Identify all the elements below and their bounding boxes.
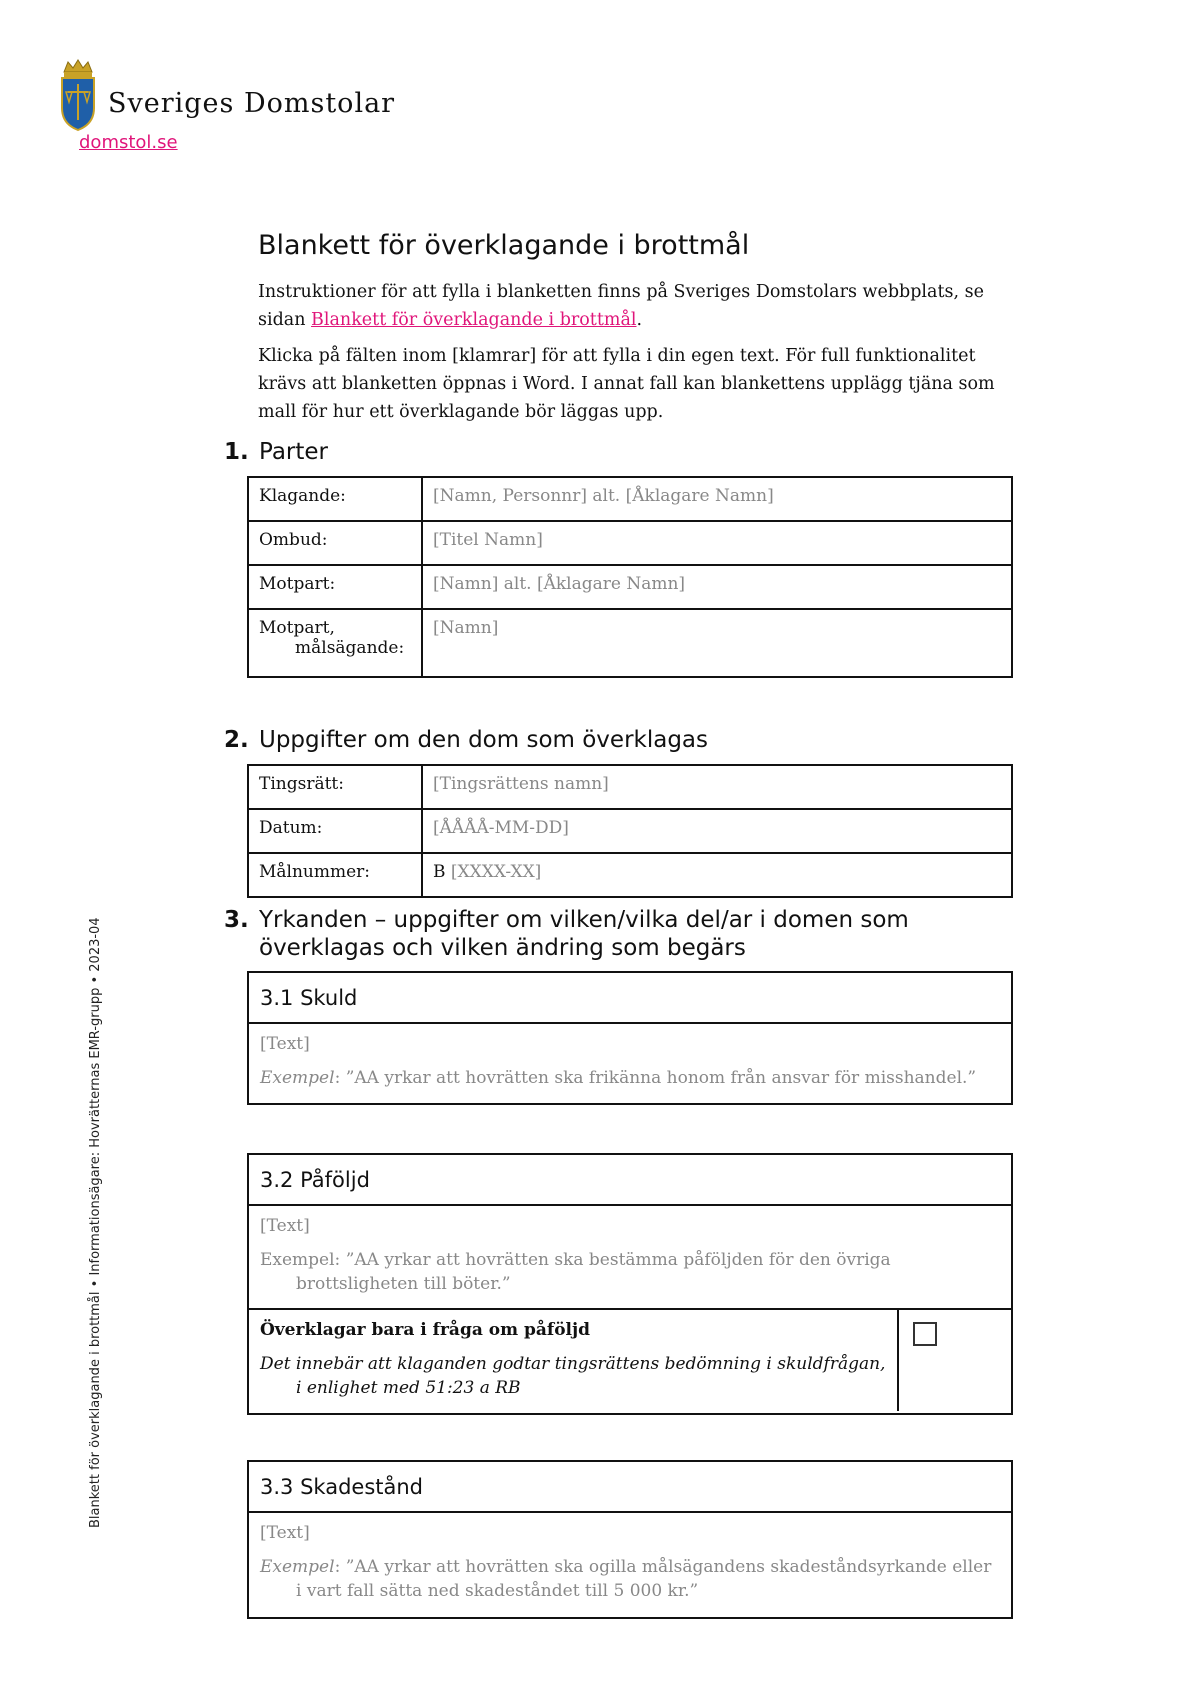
table-row — [248, 853, 1012, 897]
label-line-2: målsägande: — [295, 638, 405, 658]
option-title: Överklagar bara i fråga om påföljd — [260, 1320, 591, 1340]
skadestand-body — [249, 1513, 1011, 1611]
malnummer-cell — [422, 853, 1012, 897]
field-label: Datum: — [248, 809, 422, 853]
pafoljd-box — [247, 1153, 1013, 1415]
skuld-text-field[interactable]: [Text] — [260, 1034, 310, 1054]
checkbox-cell — [899, 1310, 1011, 1411]
skuld-heading: 3.1 Skuld — [249, 973, 1011, 1024]
case-prefix: B — [433, 862, 451, 882]
field-label: Tingsrätt: — [248, 765, 422, 809]
skadestand-heading: 3.3 Skadestånd — [249, 1462, 1011, 1513]
pafoljd-option — [249, 1310, 899, 1411]
skadestand-text-field[interactable]: [Text] — [260, 1523, 310, 1543]
page-title: Blankett för överklagande i brottmål — [258, 230, 750, 261]
option-description: Det innebär att klaganden godtar tingsrättens bedömning i skuldfrågan, i enlighet med 51:23 a RB — [260, 1354, 886, 1398]
table-row — [248, 609, 1012, 677]
judgment-table — [247, 764, 1013, 898]
field-label — [248, 609, 422, 677]
table-row — [248, 809, 1012, 853]
field-label: Klagande: — [248, 477, 422, 521]
intro-text-end: . — [636, 310, 643, 330]
table-row — [248, 521, 1012, 565]
table-row — [248, 765, 1012, 809]
pafoljd-option-row — [249, 1308, 1011, 1411]
skuld-box — [247, 971, 1013, 1105]
intro-text: Instruktioner för att fylla i blanketten finns på Sveriges Domstolars webbplats, se sidan — [258, 282, 984, 330]
section-title — [259, 906, 909, 962]
skuld-example — [260, 1066, 1000, 1090]
logo — [58, 58, 438, 138]
pafoljd-text-field[interactable]: [Text] — [260, 1216, 310, 1236]
section-title-line-2: överklagas och vilken ändring som begärs — [259, 935, 746, 961]
example-text: : ”AA yrkar att hovrätten ska frikänna honom från ansvar för misshandel.” — [334, 1068, 977, 1088]
pafoljd-heading: 3.2 Påföljd — [249, 1155, 1011, 1206]
pafoljd-body — [249, 1206, 1011, 1308]
label-line-1: Motpart, — [259, 618, 335, 638]
example-label: Exempel — [260, 1068, 335, 1088]
only-sanction-checkbox[interactable] — [913, 1322, 937, 1346]
example-label: Exempel — [260, 1557, 335, 1577]
site-link[interactable]: domstol.se — [79, 132, 178, 153]
section-title: Parter — [259, 439, 329, 465]
table-row — [248, 477, 1012, 521]
intro-paragraph-2: Klicka på fälten inom [klamrar] för att fylla i din egen text. För full funktionalitet krävs att blanketten öppnas i Word. I annat fall kan blankettens upplägg tjäna som mall för hur ett överklagande bör läggas upp. — [258, 346, 995, 422]
klagande-field[interactable]: [Namn, Personnr] alt. [Åklagare Namn] — [422, 477, 1012, 521]
instructions-link[interactable]: Blankett för överklagande i brottmål — [311, 310, 637, 330]
parties-table — [247, 476, 1013, 678]
skadestand-example — [260, 1555, 1000, 1603]
section-number: 1. — [224, 439, 249, 465]
pafoljd-example: Exempel: ”AA yrkar att hovrätten ska bestämma påföljden för den övriga brottsligheten till böter.” — [260, 1250, 891, 1294]
section-1-heading — [224, 438, 328, 466]
section-2-heading — [224, 726, 708, 754]
malnummer-field[interactable]: [XXXX-XX] — [450, 862, 542, 882]
section-title: Uppgifter om den dom som överklagas — [259, 727, 709, 753]
malsagande-field[interactable]: [Namn] — [422, 609, 1012, 677]
ombud-field[interactable]: [Titel Namn] — [422, 521, 1012, 565]
skadestand-box — [247, 1460, 1013, 1619]
field-label: Målnummer: — [248, 853, 422, 897]
example-text: : ”AA yrkar att hovrätten ska ogilla målsägandens skadeståndsyrkande eller i vart fall sätta ned skadeståndet till 5 000 kr.” — [296, 1557, 992, 1601]
table-row — [248, 565, 1012, 609]
sidebar-footer-text: Blankett för överklagande i brottmål • Informationsägare: Hovrätternas EMR-grupp • 2023-04 — [88, 917, 103, 1528]
skuld-body — [249, 1024, 1011, 1098]
intro-paragraph-1 — [258, 278, 1018, 334]
motpart-field[interactable]: [Namn] alt. [Åklagare Namn] — [422, 565, 1012, 609]
datum-field[interactable]: [ÅÅÅÅ-MM-DD] — [422, 809, 1012, 853]
field-label: Motpart: — [248, 565, 422, 609]
section-3-heading — [224, 906, 909, 962]
brand-name: Sveriges Domstolar — [108, 88, 396, 119]
section-number: 3. — [224, 907, 249, 933]
section-number: 2. — [224, 727, 249, 753]
field-label: Ombud: — [248, 521, 422, 565]
section-title-line-1: Yrkanden – uppgifter om vilken/vilka del/ar i domen som — [259, 907, 909, 933]
crest-icon — [58, 58, 98, 134]
tingsratt-field[interactable]: [Tingsrättens namn] — [422, 765, 1012, 809]
